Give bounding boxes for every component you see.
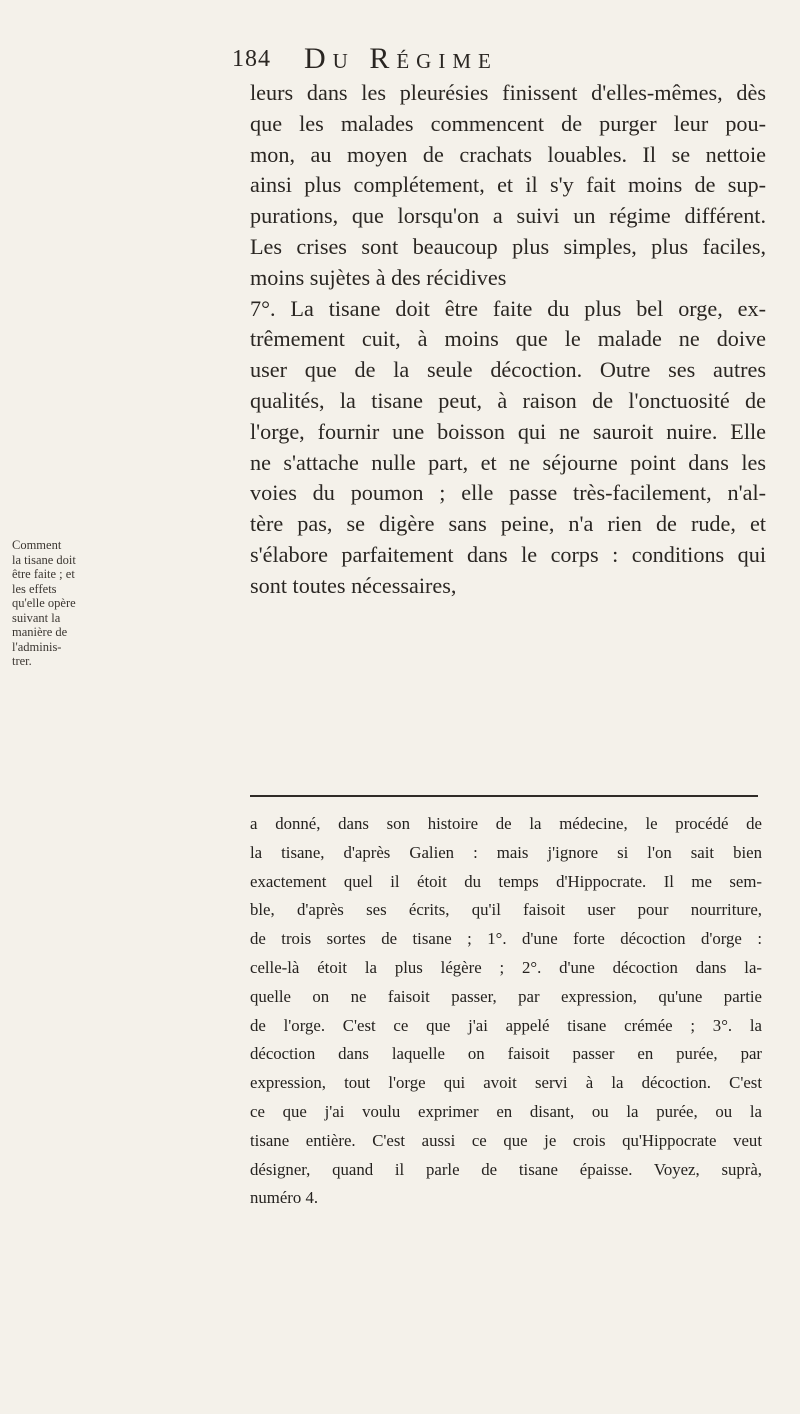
margin-note-line: trer. [12,654,32,668]
footnote-line: de trois sortes de tisane ; 1°. d'une forte décoction d'orge : [250,929,762,949]
footnote-line: a donné, dans son histoire de la médecine, le procédé de [250,814,762,833]
text-line: que les malades commencent de purger leur pou- [250,110,766,136]
footnote-line: expression, tout l'orge qui avoit servi à la décoction. C'est [250,1073,762,1093]
text-line: sont toutes nécessaires, [250,572,457,598]
text-line: ainsi plus complétement, et il s'y fait moins de sup- [250,172,766,198]
footnote-line: exactement quel il étoit du temps d'Hippocrate. Il me sem- [250,871,762,891]
text-line: mon, au moyen de crachats louables. Il se nettoie [250,141,766,167]
margin-note-line: les effets [12,581,57,596]
footnote-line: quelle on ne faisoit passer, par expression, qu'une partie [250,986,762,1006]
text-line: voies du poumon ; elle passe très-facilement, n'al- [250,480,766,506]
page-number: 184 [232,46,271,72]
margin-note [12,538,86,669]
footnote-line: ble, d'après ses écrits, qu'il faisoit user pour nourriture, [250,900,762,920]
footnote-divider [250,795,758,797]
text-line: qualités, la tisane peut, à raison de l'onctuosité de [250,387,766,413]
footnote-line: tisane entière. C'est aussi ce que je crois qu'Hippocrate veut [250,1130,762,1150]
text-line: tère pas, se digère sans peine, n'a rien de rude, et [250,511,766,537]
text-line: purations, que lorsqu'on a suivi un régime différent. [250,203,766,229]
text-line: user que de la seule décoction. Outre ses autres [250,357,766,383]
margin-note-line: suivant la [12,610,61,625]
running-title: Du Régime [304,42,498,75]
text-line: s'élabore parfaitement dans le corps : conditions qui [250,541,766,567]
text-line: leurs dans les pleurésies finissent d'elles-mêmes, dès [250,80,766,105]
text-line: Les crises sont beaucoup plus simples, plus faciles, [250,233,766,259]
footnote-line: décoction dans laquelle on faisoit passer en purée, par [250,1044,762,1064]
text-line: ne s'attache nulle part, et ne séjourne point dans les [250,449,766,475]
margin-note-line: qu'elle opère [12,596,76,610]
margin-note-line: l'adminis- [12,639,62,654]
text-line: l'orge, fournir une boisson qui ne sauroit nuire. Elle [250,418,766,444]
footnote-line: la tisane, d'après Galien : mais j'ignore si l'on sait bien [250,842,762,862]
margin-note-line: Comment [12,538,62,552]
text-line: trêmement cuit, à moins que le malade ne doive [250,326,766,352]
margin-note-line: être faite ; et [12,567,75,581]
margin-note-line: manière de [12,625,68,639]
main-text [250,78,766,602]
page-header [232,42,752,76]
footnote-line: numéro 4. [250,1188,319,1208]
footnote-line: celle-là étoit la plus légère ; 2°. d'une décoction dans la- [250,957,762,977]
text-line: 7°. La tisane doit être faite du plus bel orge, ex- [250,295,766,321]
footnote [250,810,762,1213]
text-line: moins sujètes à des récidives [250,264,507,290]
footnote-line: désigner, quand il parle de tisane épaisse. Voyez, suprà, [250,1159,762,1179]
margin-note-line: la tisane doit [12,552,76,567]
footnote-line: ce que j'ai voulu exprimer en disant, ou la purée, ou la [250,1101,762,1121]
footnote-line: de l'orge. C'est ce que j'ai appelé tisane crémée ; 3°. la [250,1015,762,1035]
